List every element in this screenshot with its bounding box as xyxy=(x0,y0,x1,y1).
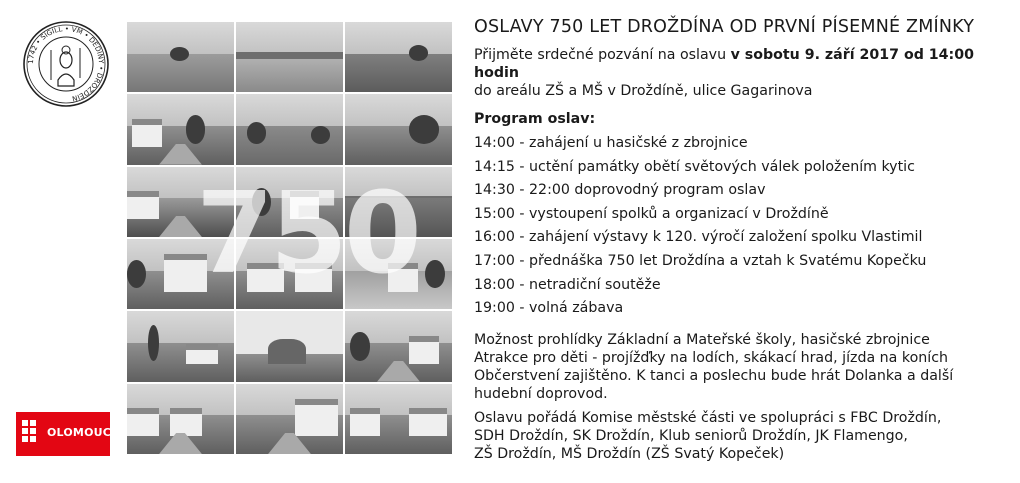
photo xyxy=(236,311,343,381)
photo xyxy=(236,94,343,164)
program-item: 18:00 - netradiční soutěže xyxy=(474,276,661,293)
invitation xyxy=(474,46,1010,100)
invite-date: v sobotu 9. září 2017 od 14:00 hodin xyxy=(474,47,974,81)
program-item: 14:00 - zahájení u hasičské z zbrojnice xyxy=(474,135,748,151)
program-item: 14:15 - uctění památky obětí světových válek položením kytic xyxy=(474,158,915,175)
invite-pre: Přijměte srdečné pozvání na oslavu xyxy=(474,47,731,63)
invitation-text xyxy=(474,18,1010,469)
photo xyxy=(345,384,452,454)
photo xyxy=(236,384,343,454)
anniversary-watermark: 750 xyxy=(196,169,418,299)
program-list xyxy=(474,132,1010,321)
seal-text: 1742 • SIGILL • VM • DEDINY • DROZDEIN xyxy=(26,24,106,103)
organizer-paragraph xyxy=(474,409,1010,463)
logo-label: OLOMOUC xyxy=(47,426,112,439)
photo xyxy=(345,311,452,381)
olomouc-logo xyxy=(16,412,110,456)
photo xyxy=(127,22,234,92)
village-seal-icon xyxy=(22,20,110,108)
organizer-line: SDH Droždín, SK Droždín, Klub seniorů Droždín, JK Flamengo, xyxy=(474,427,908,444)
organizer-line: ZŠ Droždín, MŠ Droždín (ZŠ Svatý Kopeček) xyxy=(474,445,785,462)
photo xyxy=(127,384,234,454)
photo xyxy=(345,22,452,92)
info-line: Atrakce pro děti - projížďky na lodích, skákací hrad, jízda na koních xyxy=(474,349,948,366)
program-item: 15:00 - vystoupení spolků a organizací v Droždíně xyxy=(474,205,829,222)
photo xyxy=(345,94,452,164)
program-item: 19:00 - volná zábava xyxy=(474,300,624,317)
program-item: 14:30 - 22:00 doprovodný program oslav xyxy=(474,182,766,199)
page-title: OSLAVY 750 LET DROŽDÍNA OD PRVNÍ PÍSEMNÉ ZMÍNKY xyxy=(474,17,975,37)
program-item: 17:00 - přednáška 750 let Droždína a vztah k Svatému Kopečku xyxy=(474,252,927,269)
info-line: Možnost prohlídky Základní a Mateřské školy, hasičské zbrojnice xyxy=(474,331,930,348)
program-item: 16:00 - zahájení výstavy k 120. výročí založení spolku Vlastimil xyxy=(474,229,923,246)
organizer-line: Oslavu pořádá Komise městské části ve spolupráci s FBC Droždín, xyxy=(474,409,942,426)
info-paragraph xyxy=(474,331,1010,403)
photo xyxy=(236,22,343,92)
photo xyxy=(127,94,234,164)
invite-venue: do areálu ZŠ a MŠ v Droždíně, ulice Gagarinova xyxy=(474,83,813,99)
olomouc-mark-icon xyxy=(22,420,42,448)
program-heading: Program oslav: xyxy=(474,111,596,127)
info-line: hudební doprovod. xyxy=(474,385,608,402)
photo xyxy=(127,311,234,381)
info-line: Občerstvení zajištěno. K tanci a poslechu bude hrát Dolanka a další xyxy=(474,367,954,384)
